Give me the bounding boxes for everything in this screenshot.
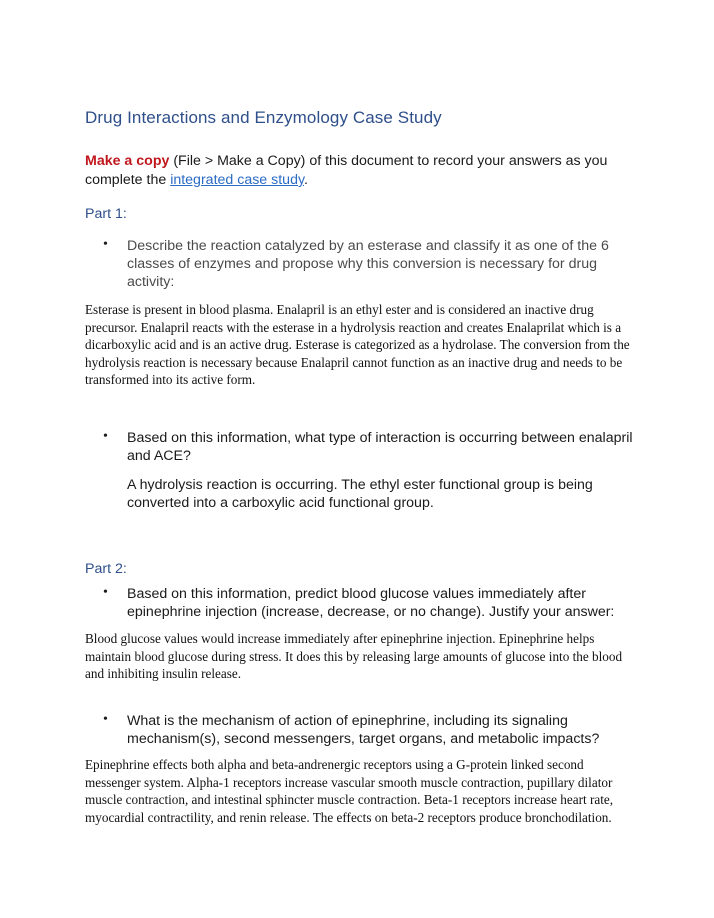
bullet-icon: •	[103, 712, 108, 727]
part2-heading: Part 2:	[85, 561, 127, 577]
part2-question-2	[103, 712, 643, 748]
question-text: Based on this information, what type of interaction is occurring between enalapril and ACE?	[127, 430, 633, 464]
intro-text-2: .	[304, 172, 308, 188]
part1-answer-2: A hydrolysis reaction is occurring. The ethyl ester functional group is being converted into a carboxylic acid functional group.	[127, 477, 593, 511]
question-text: Describe the reaction catalyzed by an esterase and classify it as one of the 6 classes of enzymes and propose why this conversion is necessary for drug activity:	[127, 238, 609, 290]
part1-answer-1: Esterase is present in blood plasma. Enalapril is an ethyl ester and is considered an inactive drug precursor. Enalapril reacts with the esterase in a hydrolysis reaction and creates Enalaprilat which is a dicarboxylic acid and is an active drug. Esterase is categorized as a hydrolase. The conversion from the hydrolysis reaction is necessary because Enalapril cannot function as an inactive drug and needs to be transformed into its active form.	[85, 302, 630, 388]
bullet-icon: •	[103, 237, 108, 252]
intro-text-1: (File > Make a Copy) of this document to record your answers as you complete the	[85, 153, 608, 188]
bullet-icon: •	[103, 429, 108, 444]
question-text: What is the mechanism of action of epinephrine, including its signaling mechanism(s), second messengers, target organs, and metabolic impacts?	[127, 713, 600, 747]
part2-answer-2: Epinephrine effects both alpha and beta-andrenergic receptors using a G-protein linked second messenger system. Alpha-1 receptors increase vascular smooth muscle contraction, pupillary dilator muscle contraction, and intestinal sphincter muscle contraction. Beta-1 receptors increase heart rate, myocardial contractility, and renin release. The effects on beta-2 receptors produce bronchodilation.	[85, 757, 614, 825]
make-copy-text: Make a copy	[85, 153, 170, 169]
question-text: Based on this information, predict blood glucose values immediately after epinephrine injection (increase, decrease, or no change). Justify your answer:	[127, 586, 615, 620]
bullet-icon: •	[103, 585, 108, 600]
part2-question-1	[103, 585, 643, 621]
part2-answer-1: Blood glucose values would increase immediately after epinephrine injection. Epinephrine helps maintain blood glucose during stress. It does this by releasing large amounts of glucose into the blood and inhibiting insulin release.	[85, 631, 623, 682]
integrated-case-study-link[interactable]: integrated case study	[170, 172, 304, 188]
part1-question-1	[103, 237, 643, 291]
part1-heading: Part 1:	[85, 206, 127, 222]
document-title: Drug Interactions and Enzymology Case Study	[85, 108, 442, 127]
intro-paragraph	[85, 152, 645, 190]
part1-question-2	[103, 429, 643, 465]
